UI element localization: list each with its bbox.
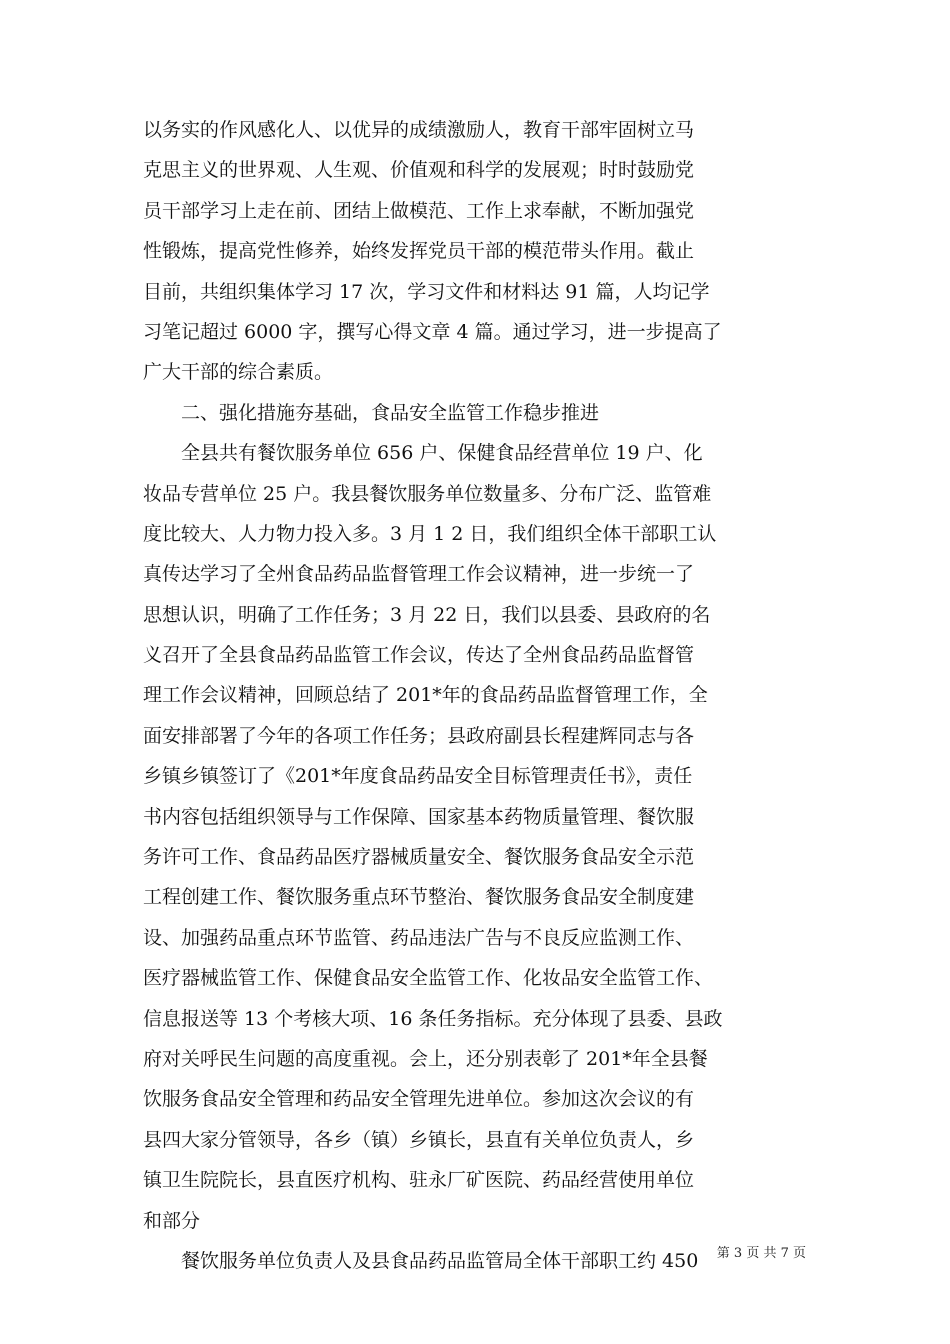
text-line: 目前，共组织集体学习 17 次，学习文件和材料达 91 篇，人均记学 bbox=[143, 280, 710, 303]
text-line: 广大干部的综合素质。 bbox=[143, 361, 334, 384]
text-line: 乡镇乡镇签订了《201*年度食品药品安全目标管理责任书》，责任 bbox=[143, 765, 693, 788]
text-line: 度比较大、人力物力投入多。3 月 1 2 日，我们组织全体干部职工认 bbox=[143, 522, 717, 545]
text-line: 面安排部署了今年的各项工作任务；县政府副县长程建辉同志与各 bbox=[143, 724, 695, 747]
text-line: 真传达学习了全州食品药品监督管理工作会议精神，进一步统一了 bbox=[143, 563, 695, 586]
text-line: 设、加强药品重点环节监管、药品违法广告与不良反应监测工作、 bbox=[143, 926, 695, 949]
body-text bbox=[143, 110, 809, 1281]
text-line: 以务实的作风感化人、以优异的成绩激励人，教育干部牢固树立马 bbox=[143, 119, 695, 141]
text-line: 府对关呼民生问题的高度重视。会上，还分别表彰了 201*年全县餐 bbox=[143, 1047, 708, 1070]
page-number: 第 3 页 共 7 页 bbox=[716, 1246, 806, 1261]
text-line: 妆品专营单位 25 户。我县餐饮服务单位数量多、分布广泛、监管难 bbox=[143, 482, 712, 505]
text-line: 全县共有餐饮服务单位 656 户、保健食品经营单位 19 户、化 bbox=[143, 442, 703, 465]
text-line: 理工作会议精神，回顾总结了 201*年的食品药品监督管理工作，全 bbox=[143, 684, 708, 707]
text-line: 医疗器械监管工作、保健食品安全监管工作、化妆品安全监管工作、 bbox=[143, 967, 714, 990]
text-line: 二、强化措施夯基础，食品安全监管工作稳步推进 bbox=[143, 401, 600, 424]
text-line: 员干部学习上走在前、团结上做模范、工作上求奉献，不断加强党 bbox=[143, 199, 695, 222]
text-line: 克思主义的世界观、人生观、价值观和科学的发展观；时时鼓励党 bbox=[143, 159, 695, 182]
text-line: 饮服务食品安全管理和药品安全管理先进单位。参加这次会议的有 bbox=[143, 1088, 695, 1111]
text-line: 餐饮服务单位负责人及县食品药品监管局全体干部职工约 450 bbox=[143, 1249, 699, 1272]
text-line: 义召开了全县食品药品监管工作会议，传达了全州食品药品监督管 bbox=[143, 644, 695, 667]
text-line: 和部分 bbox=[143, 1209, 201, 1232]
text-line: 工程创建工作、餐饮服务重点环节整治、餐饮服务食品安全制度建 bbox=[143, 886, 695, 909]
text-line: 书内容包括组织领导与工作保障、国家基本药物质量管理、餐饮服 bbox=[143, 805, 695, 828]
text-line: 习笔记超过 6000 字，撰写心得文章 4 篇。通过学习，进一步提高了 bbox=[143, 320, 722, 343]
text-line: 务许可工作、食品药品医疗器械质量安全、餐饮服务食品安全示范 bbox=[143, 846, 695, 869]
text-line: 思想认识，明确了工作任务；3 月 22 日，我们以县委、县政府的名 bbox=[143, 603, 711, 626]
text-line: 信息报送等 13 个考核大项、16 条任务指标。充分体现了县委、县政 bbox=[143, 1007, 723, 1030]
text-line: 县四大家分管领导，各乡（镇）乡镇长，县直有关单位负责人，乡 bbox=[143, 1128, 695, 1151]
text-line: 性锻炼，提高党性修养，始终发挥党员干部的模范带头作用。截止 bbox=[143, 240, 695, 263]
text-line: 镇卫生院院长，县直医疗机构、驻永厂矿医院、药品经营使用单位 bbox=[143, 1169, 695, 1192]
